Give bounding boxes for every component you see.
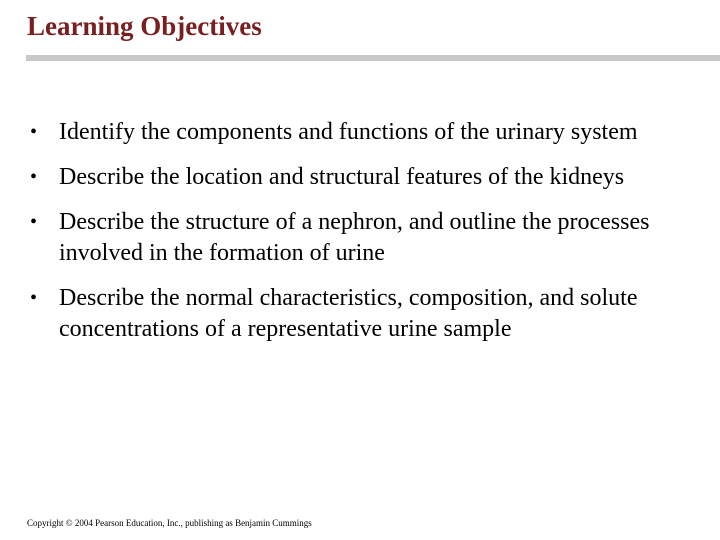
copyright-notice: Copyright © 2004 Pearson Education, Inc., publishing as Benjamin Cummings xyxy=(27,518,312,528)
bullet-icon: • xyxy=(30,287,38,309)
objectives-list xyxy=(28,117,713,359)
objective-item xyxy=(28,162,713,193)
objective-item xyxy=(28,207,713,269)
objective-text: Identify the components and functions of the urinary system xyxy=(59,119,638,145)
objective-text: Describe the normal characteristics, composition, and solute concentrations of a representative urine sample xyxy=(59,285,638,342)
objective-item xyxy=(28,283,713,345)
objective-text: Describe the structure of a nephron, and outline the processes involved in the formation of urine xyxy=(59,209,650,266)
bullet-icon: • xyxy=(30,121,38,143)
slide-title: Learning Objectives xyxy=(27,11,262,41)
objective-text: Describe the location and structural features of the kidneys xyxy=(59,164,625,190)
bullet-icon: • xyxy=(30,211,38,233)
objective-item xyxy=(28,117,713,148)
bullet-icon: • xyxy=(30,166,38,188)
title-divider xyxy=(26,55,720,61)
